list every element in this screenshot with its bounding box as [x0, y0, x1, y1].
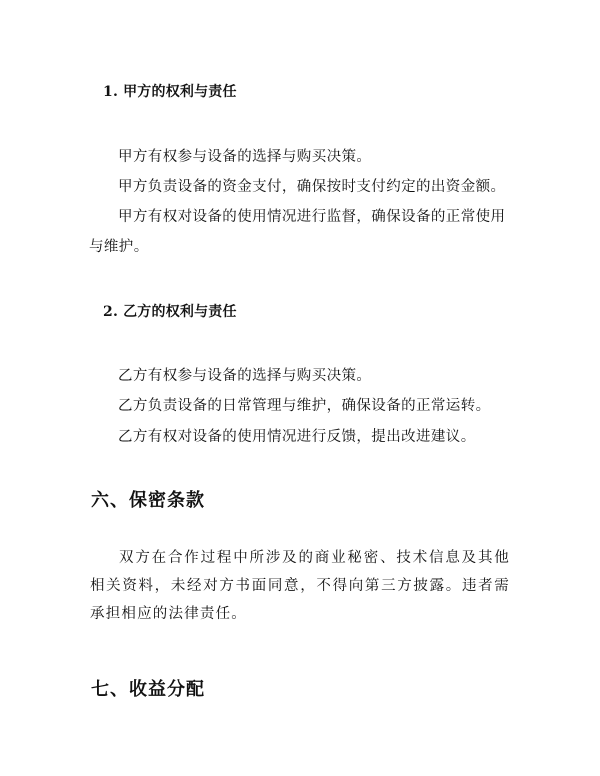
section-heading-party-b: 2. 乙方的权利与责任	[103, 304, 237, 320]
party-a-item-3-continuation: 与维护。	[89, 239, 149, 255]
confidentiality-paragraph: 双方在合作过程中所涉及的商业秘密、技术信息及其他相关资料，未经对方书面同意，不得向第三方披露。违者需承担相应的法律责任。	[90, 550, 510, 622]
party-a-item-2: 甲方负责设备的资金支付，确保按时支付约定的出资金额。	[118, 179, 506, 195]
section-heading-profit: 七、收益分配	[91, 679, 205, 700]
party-b-item-2: 乙方负责设备的日常管理与维护，确保设备的正常运转。	[118, 398, 491, 414]
party-a-item-3: 甲方有权对设备的使用情况进行监督，确保设备的正常使用	[118, 209, 506, 225]
party-b-item-3: 乙方有权对设备的使用情况进行反馈，提出改进建议。	[118, 429, 476, 445]
party-a-item-1: 甲方有权参与设备的选择与购买决策。	[118, 149, 372, 165]
party-b-item-1: 乙方有权参与设备的选择与购买决策。	[118, 368, 372, 384]
section-heading-confidentiality: 六、保密条款	[91, 490, 205, 511]
section-heading-party-a: 1. 甲方的权利与责任	[103, 84, 237, 100]
